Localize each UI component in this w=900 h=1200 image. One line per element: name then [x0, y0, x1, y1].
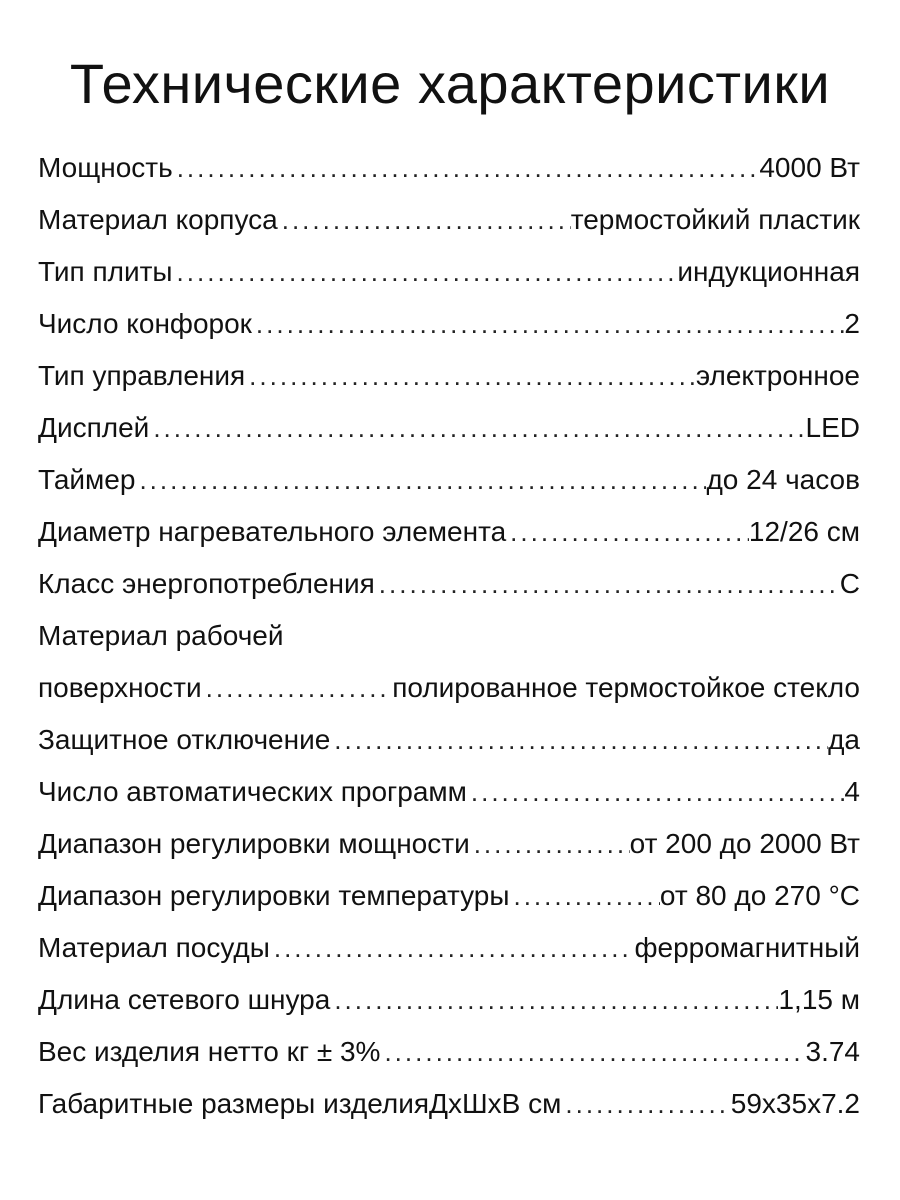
dot-leader: [135, 460, 706, 500]
spec-label: Материал посуды: [38, 932, 270, 963]
spec-label: Материал рабочей: [38, 620, 284, 651]
page-title: Технические характеристики: [69, 52, 831, 115]
spec-value: от 200 до 2000 Вт: [629, 828, 860, 859]
spec-row-cookware-material: [38, 916, 860, 968]
spec-row-temperature-range: [38, 864, 860, 916]
spec-value: термостойкий пластик: [570, 204, 860, 235]
spec-label: Диаметр нагревательного элемента: [38, 516, 507, 547]
dot-leader: [278, 200, 571, 240]
dot-leader: [330, 720, 828, 760]
spec-row-heating-diameter: [38, 500, 860, 552]
spec-value: электронное: [695, 360, 860, 391]
spec-list: [38, 136, 860, 1124]
dot-leader: [245, 356, 696, 396]
spec-value: ферромагнитный: [634, 932, 860, 963]
spec-label: Класс энергопотребления: [38, 568, 375, 599]
spec-label: Мощность: [38, 152, 173, 183]
spec-value: 2: [844, 308, 860, 339]
dot-leader: [270, 928, 635, 968]
spec-row-surface-material-line2: [38, 656, 860, 708]
dot-leader: [375, 564, 840, 604]
spec-label: Диапазон регулировки температуры: [38, 880, 510, 911]
spec-row-surface-material-line1: [38, 604, 860, 656]
dot-leader: [173, 148, 760, 188]
spec-value: полированное термостойкое стекло: [392, 672, 860, 703]
dot-leader: [561, 1084, 730, 1124]
spec-value: C: [839, 568, 860, 599]
spec-row-safety-shutoff: [38, 708, 860, 760]
spec-label: Число конфорок: [38, 308, 252, 339]
spec-value: до 24 часов: [706, 464, 860, 495]
spec-value: LED: [805, 412, 860, 443]
dot-leader: [506, 512, 749, 552]
dot-leader: [330, 980, 778, 1020]
spec-value: 59x35x7.2: [730, 1088, 860, 1119]
dot-leader: [380, 1032, 805, 1072]
spec-row-control-type: [38, 344, 860, 396]
spec-row-body-material: [38, 188, 860, 240]
dot-leader: [173, 252, 678, 292]
spec-value: 12/26 см: [748, 516, 860, 547]
dot-leader: [509, 876, 659, 916]
spec-row-power-range: [38, 812, 860, 864]
spec-label: поверхности: [38, 672, 202, 703]
spec-value: 4: [844, 776, 860, 807]
dot-leader: [202, 668, 393, 708]
spec-label: Длина сетевого шнура: [38, 984, 331, 1015]
spec-value: 4000 Вт: [759, 152, 860, 183]
spec-row-net-weight: [38, 1020, 860, 1072]
spec-value: 1,15 м: [778, 984, 860, 1015]
spec-row-cooktop-type: [38, 240, 860, 292]
spec-label: Материал корпуса: [38, 204, 278, 235]
spec-value: индукционная: [677, 256, 860, 287]
spec-label: Тип плиты: [38, 256, 173, 287]
spec-row-cord-length: [38, 968, 860, 1020]
dot-leader: [467, 772, 845, 812]
spec-value: от 80 до 270 °C: [659, 880, 860, 911]
dot-leader: [252, 304, 845, 344]
spec-label: Диапазон регулировки мощности: [38, 828, 470, 859]
spec-row-dimensions: [38, 1072, 860, 1124]
dot-leader: [470, 824, 630, 864]
spec-row-power: [38, 136, 860, 188]
spec-label: Дисплей: [38, 412, 150, 443]
spec-row-display: [38, 396, 860, 448]
spec-label: Вес изделия нетто кг ± 3%: [38, 1036, 381, 1067]
spec-row-burners: [38, 292, 860, 344]
spec-row-energy-class: [38, 552, 860, 604]
spec-label: Таймер: [38, 464, 136, 495]
spec-label: Число автоматических программ: [38, 776, 467, 807]
spec-row-timer: [38, 448, 860, 500]
dot-leader: [149, 408, 805, 448]
spec-value: да: [828, 724, 860, 755]
spec-label: Защитное отключение: [38, 724, 331, 755]
spec-row-auto-programs: [38, 760, 860, 812]
spec-value: 3.74: [805, 1036, 860, 1067]
spec-label: Габаритные размеры изделияДхШхВ см: [38, 1088, 562, 1119]
spec-label: Тип управления: [38, 360, 246, 391]
